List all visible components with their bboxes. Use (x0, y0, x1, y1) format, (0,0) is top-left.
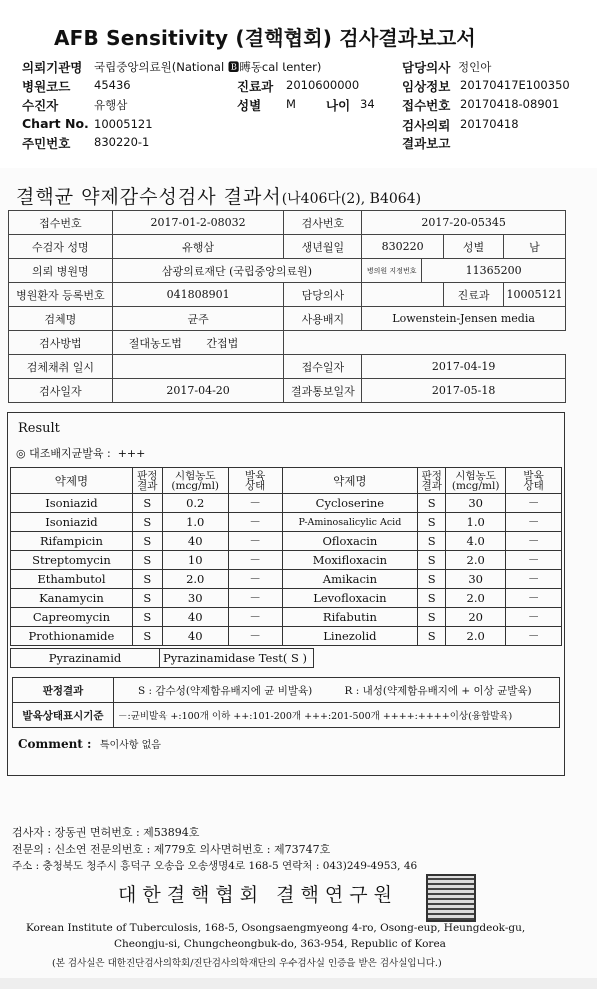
table-row (11, 627, 562, 646)
judge-left: S (132, 551, 162, 570)
comment-value: 특이사항 없음 (99, 740, 161, 751)
conc-right: 2.0 (446, 589, 506, 608)
drug-name-left: Ethambutol (11, 570, 133, 589)
conc-right: 2.0 (446, 551, 506, 570)
birth-value: 830220 (362, 235, 444, 259)
report-title (16, 182, 421, 209)
doctor-label: 담당의사 (402, 60, 451, 75)
comment (18, 736, 161, 751)
rrn-label: 주민번호 (22, 136, 71, 151)
institution-value: 국립중앙의료원(National 🅱㬍동cal Ɩenter) (94, 60, 322, 74)
hospital-label: 의뢰 병원명 (9, 259, 113, 283)
dept-label2: 진료과 (444, 283, 504, 307)
growth-left: － (228, 494, 282, 513)
col-drug-right: 약제명 (282, 468, 418, 494)
medium-value: Lowenstein-Jensen media (362, 307, 566, 331)
drug-name-right: Rifabutin (282, 608, 418, 627)
table-row (11, 608, 562, 627)
growth-right: － (506, 532, 562, 551)
growth-left: － (228, 589, 282, 608)
drug-name-right: Moxifloxacin (282, 551, 418, 570)
conc-right: 30 (446, 494, 506, 513)
col-growth-left: 발육 상태 (228, 468, 282, 494)
col-growth-right: 발육 상태 (506, 468, 562, 494)
growth-text: －:균비발육 +:100개 이하 ++:101-200개 +++:201-500개 ++++:++++이상(융합발육) (114, 703, 560, 728)
patient-value: 유행삼 (94, 98, 128, 112)
growth-left: － (228, 513, 282, 532)
drug-name-right: Ofloxacin (282, 532, 418, 551)
receipt-label: 접수번호 (402, 98, 451, 113)
drug-name-right: P-Aminosalicylic Acid (282, 513, 418, 532)
drug-name-left: Kanamycin (11, 589, 133, 608)
age-value: 34 (360, 97, 375, 111)
judge-s: S : 감수성(약제함유배지에 균 비발육) (114, 678, 341, 703)
drug-name-left: Prothionamide (11, 627, 133, 646)
report-subtitle: (나406다(2), B4064) (281, 191, 422, 207)
judge-right: S (418, 494, 446, 513)
col-drug-left: 약제명 (11, 468, 133, 494)
clinical-value: 20170417E100350 (460, 78, 570, 92)
drug-name-left: Isoniazid (11, 513, 133, 532)
growth-left: － (228, 532, 282, 551)
judge-left: S (132, 513, 162, 532)
patient-label: 수진자 (22, 98, 59, 113)
judge-left: S (132, 494, 162, 513)
patient-info-table (8, 210, 566, 403)
dept-label: 진료과 (237, 79, 274, 94)
table-row (11, 570, 562, 589)
dept-value2: 10005121 (503, 283, 565, 307)
hosp-id-value: 11365200 (422, 259, 566, 283)
conc-right: 2.0 (446, 627, 506, 646)
received-label: 접수일자 (284, 355, 362, 379)
eng-address-2: Cheongju-si, Chungcheongbuk-do, 363-954, Republic of Korea (114, 938, 446, 950)
result-heading: Result (18, 421, 60, 436)
table-row (11, 551, 562, 570)
col-judge-right: 판정 결과 (418, 468, 446, 494)
growth-left: － (228, 570, 282, 589)
conc-right: 20 (446, 608, 506, 627)
page-title: AFB Sensitivity (결핵협회) 검사결과보고서 (54, 26, 476, 50)
conc-right: 4.0 (446, 532, 506, 551)
drug-name-right: Cycloserine (282, 494, 418, 513)
conc-left: 1.0 (162, 513, 228, 532)
drug-name-right: Amikacin (282, 570, 418, 589)
doctor-value2 (362, 283, 444, 307)
growth-left: － (228, 551, 282, 570)
collect-label: 검체채취 일시 (9, 355, 113, 379)
growth-left: － (228, 608, 282, 627)
drug-name-left: Capreomycin (11, 608, 133, 627)
report-label: 결과보고 (402, 136, 451, 151)
reqdate-value: 20170418 (460, 117, 519, 131)
method-1: 절대농도법 (128, 336, 182, 350)
drug-name-right: Levofloxacin (282, 589, 418, 608)
drug-name-left: Streptomycin (11, 551, 133, 570)
hospital-value: 삼광의료재단 (국립중앙의료원) (112, 259, 362, 283)
control-label: ◎ 대조배지균발육 : (16, 447, 111, 460)
blank-cell (284, 331, 566, 355)
name-label: 수검자 성명 (9, 235, 113, 259)
drug-name-left: Rifampicin (11, 532, 133, 551)
receipt-value: 20170418-08901 (460, 97, 560, 111)
judge-right: S (418, 589, 446, 608)
conc-left: 0.2 (162, 494, 228, 513)
test-no-label: 검사번호 (284, 211, 362, 235)
judge-right: S (418, 627, 446, 646)
growth-right: － (506, 608, 562, 627)
report-header (0, 0, 597, 160)
institute-name: 대한결핵협회 결핵연구원 (118, 884, 398, 906)
notify-label: 결과통보일자 (284, 379, 362, 403)
judge-right: S (418, 532, 446, 551)
footer-line2: 전문의 : 신소연 전문의번호 : 제779호 의사면허번호 : 제73747호 (12, 843, 331, 856)
judge-right: S (418, 608, 446, 627)
institution-label: 의뢰기관명 (22, 60, 83, 75)
growth-right: － (506, 513, 562, 532)
footer-line3: 주소 : 충청북도 청주시 흥덕구 오송읍 오송생명4로 168-5 연락처 : 043)249-4953, 46 (12, 860, 418, 872)
growth-right: － (506, 570, 562, 589)
table-row (11, 532, 562, 551)
growth-right: － (506, 551, 562, 570)
hospcode-label: 병원코드 (22, 79, 71, 94)
growth-label: 발육상태표시기준 (13, 703, 114, 728)
table-row (11, 589, 562, 608)
patient-reg-value: 041808901 (112, 283, 284, 307)
judge-right: S (418, 513, 446, 532)
pza-value: Pyrazinamidase Test( S ) (160, 649, 314, 668)
receipt-no-value: 2017-01-2-08032 (112, 211, 284, 235)
doctor-label2: 담당의사 (284, 283, 362, 307)
judge-right: S (418, 570, 446, 589)
sex-label: 성별 (444, 235, 504, 259)
certification-note: (본 검사실은 대한진단검사의학회/진단검사의학재단의 우수검사실 인증을 받은 검사실입니다.) (52, 958, 442, 969)
clinical-label: 임상정보 (402, 79, 451, 94)
rrn-value: 830220-1 (94, 135, 150, 149)
judge-left: S (132, 627, 162, 646)
sex-value: 남 (503, 235, 565, 259)
hospcode-value: 45436 (94, 78, 131, 92)
specimen-label: 검체명 (9, 307, 113, 331)
specimen-value: 균주 (112, 307, 284, 331)
reqdate-label: 검사의뢰 (402, 118, 451, 133)
judge-label: 판정결과 (13, 678, 114, 703)
conc-left: 40 (162, 627, 228, 646)
col-judge-left: 판정 결과 (132, 468, 162, 494)
col-conc-right: 시험농도 (mcg/ml) (446, 468, 506, 494)
bottom-strip (0, 978, 597, 989)
sex-value: M (286, 97, 296, 111)
conc-left: 10 (162, 551, 228, 570)
judgement-legend (12, 677, 560, 728)
conc-left: 40 (162, 532, 228, 551)
report-title-text: 결핵균 약제감수성검사 결과서 (16, 186, 282, 208)
conc-right: 30 (446, 570, 506, 589)
hosp-id-label: 병의원 지정번호 (362, 259, 422, 283)
notify-value: 2017-05-18 (362, 379, 566, 403)
receipt-no-label: 접수번호 (9, 211, 113, 235)
growth-right: － (506, 494, 562, 513)
collect-value (112, 355, 284, 379)
dept-value: 2010600000 (286, 78, 360, 92)
test-date-value: 2017-04-20 (112, 379, 284, 403)
chart-value: 10005121 (94, 117, 153, 131)
conc-left: 2.0 (162, 570, 228, 589)
comment-label: Comment : (18, 737, 92, 751)
growth-left: － (228, 627, 282, 646)
seal-stamp (426, 874, 476, 922)
table-row (11, 494, 562, 513)
method-value (112, 331, 284, 355)
control-value: +++ (117, 447, 146, 460)
judge-left: S (132, 532, 162, 551)
judge-right: S (418, 551, 446, 570)
test-date-label: 검사일자 (9, 379, 113, 403)
medium-label: 사용배지 (284, 307, 362, 331)
table-row (11, 513, 562, 532)
method-label: 검사방법 (9, 331, 113, 355)
pza-label: Pyrazinamid (11, 649, 160, 668)
drug-name-left: Isoniazid (11, 494, 133, 513)
growth-right: － (506, 589, 562, 608)
conc-right: 1.0 (446, 513, 506, 532)
birth-label: 생년월일 (284, 235, 362, 259)
control-growth (16, 445, 145, 461)
age-label: 나이 (326, 98, 351, 113)
chart-label: Chart No. (22, 116, 89, 131)
sex-label: 성별 (237, 98, 262, 113)
test-no-value: 2017-20-05345 (362, 211, 566, 235)
judge-left: S (132, 608, 162, 627)
method-2: 간접법 (206, 336, 239, 350)
judge-left: S (132, 589, 162, 608)
drug-sensitivity-table (10, 467, 562, 646)
col-conc-left: 시험농도 (mcg/ml) (162, 468, 228, 494)
pza-row (10, 648, 314, 668)
received-value: 2017-04-19 (362, 355, 566, 379)
drug-name-right: Linezolid (282, 627, 418, 646)
conc-left: 40 (162, 608, 228, 627)
judge-left: S (132, 570, 162, 589)
name-value: 유행삼 (112, 235, 284, 259)
patient-reg-label: 병원환자 등록번호 (9, 283, 113, 307)
eng-address-1: Korean Institute of Tuberculosis, 168-5, Osongsaengmyeong 4-ro, Osong-eup, Heungdeok-gu, (26, 922, 526, 934)
doctor-value: 정인아 (458, 60, 492, 74)
footer-line1: 검사자 : 장동권 면허번호 : 제53894호 (12, 826, 200, 839)
judge-r: R : 내성(약제함유배지에 + 이상 균발육) (341, 678, 560, 703)
growth-right: － (506, 627, 562, 646)
conc-left: 30 (162, 589, 228, 608)
